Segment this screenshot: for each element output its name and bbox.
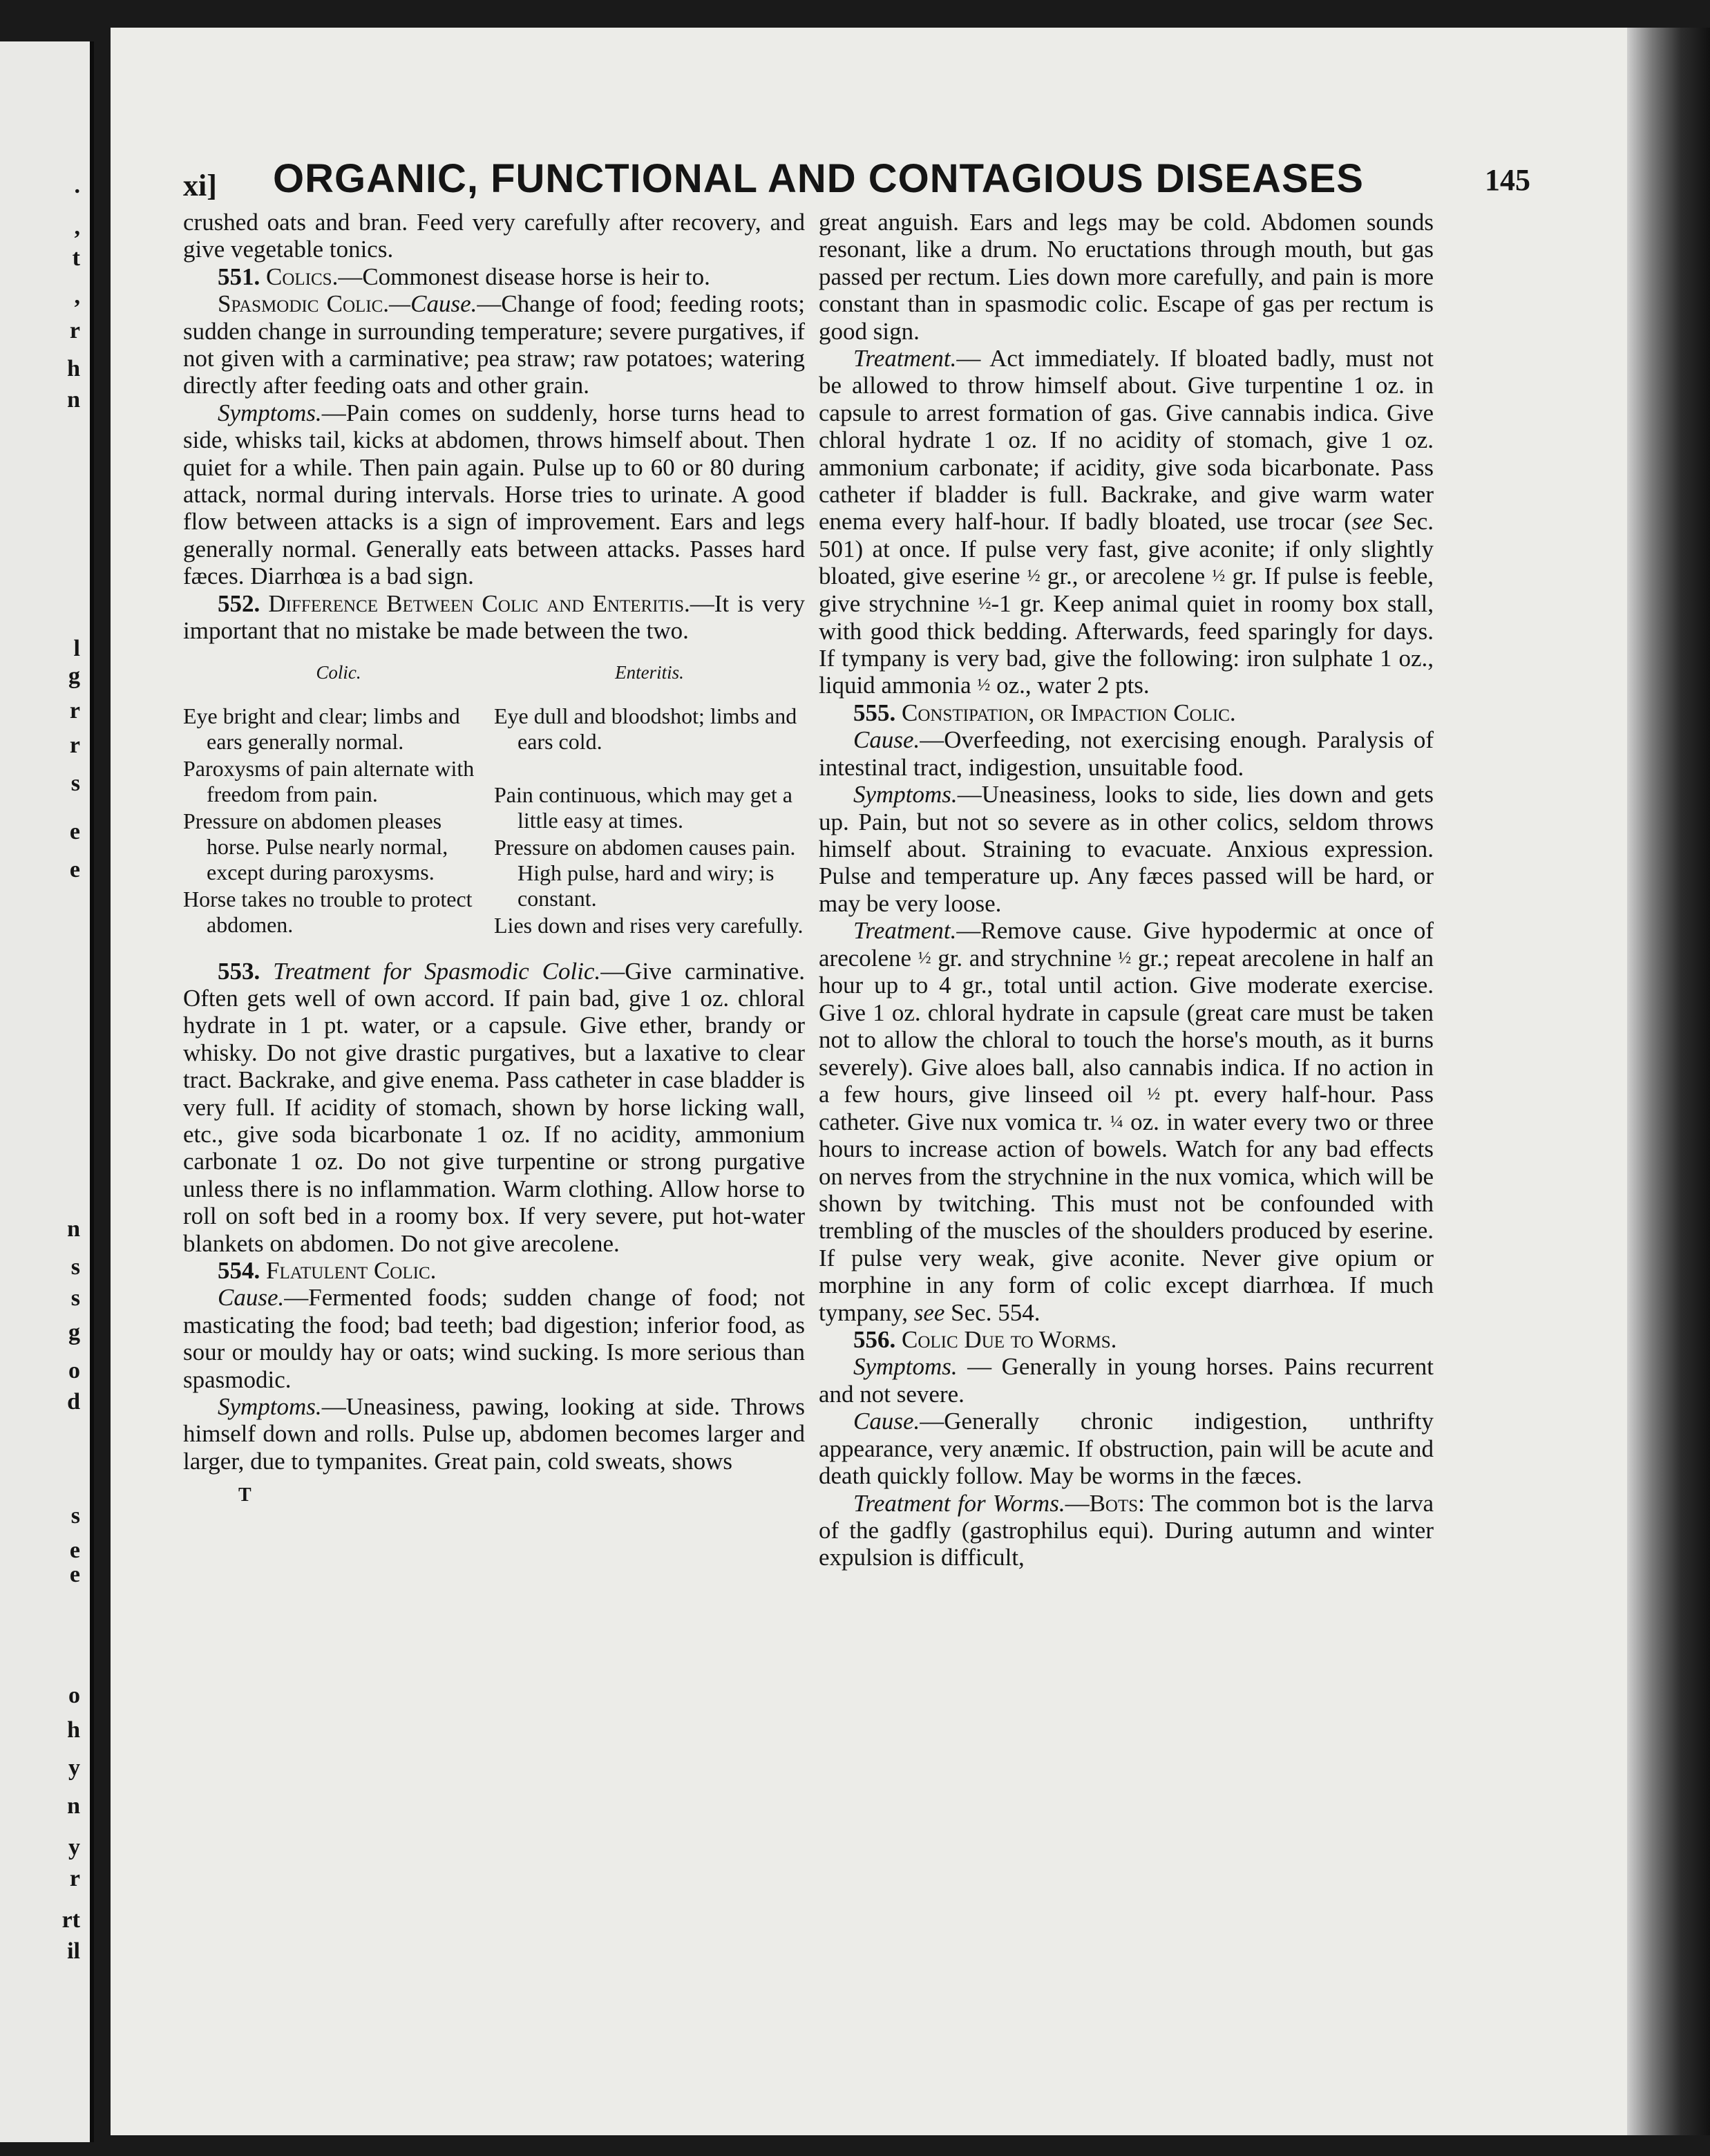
subsection-heading: —Bots bbox=[1065, 1489, 1139, 1517]
paragraph-text: Sec. 501) at once. If pulse very fast, give aconite; if only slightly bloated, give eserine bbox=[819, 508, 1434, 590]
colic-column-heading: Colic. bbox=[316, 661, 361, 683]
section-556 bbox=[819, 1326, 1434, 1353]
subsection-heading: Spasmodic Colic. bbox=[218, 290, 390, 318]
constipation-cause-paragraph bbox=[819, 726, 1434, 781]
intro-paragraph: crushed oats and bran. Feed very carefully after recovery, and give vegetable tonics. bbox=[183, 209, 805, 263]
enteritis-item: Pain continuous, which may get a little easy at times. bbox=[494, 782, 792, 833]
label-symptoms: Symptoms. bbox=[218, 399, 322, 426]
enteritis-item: Pressure on abdomen causes pain. High pulse, hard and wiry; is constant. bbox=[494, 834, 796, 911]
fraction: ½ bbox=[977, 676, 991, 695]
margin-fragment: h bbox=[67, 356, 80, 381]
margin-fragment: h bbox=[67, 1717, 80, 1743]
margin-fragment: n bbox=[67, 1216, 80, 1242]
fraction: ½ bbox=[1027, 567, 1041, 586]
label-symptoms: Symptoms. bbox=[853, 781, 958, 808]
margin-fragment: d bbox=[67, 1389, 80, 1415]
paragraph-text: Sec. 554. bbox=[944, 1298, 1041, 1326]
margin-fragment: r bbox=[69, 698, 80, 724]
paragraph-text: — Generally in young horses. Pains recurrent and not severe. bbox=[819, 1353, 1434, 1408]
label-cause: Cause. bbox=[853, 1408, 920, 1435]
margin-fragment: o bbox=[68, 1683, 80, 1708]
section-text: —Commonest disease horse is heir to. bbox=[338, 263, 710, 290]
fraction: ½ bbox=[1147, 1085, 1161, 1104]
margin-fragment: s bbox=[70, 1503, 80, 1529]
margin-fragment: e bbox=[69, 1538, 80, 1563]
constipation-treatment-paragraph bbox=[819, 917, 1434, 1326]
section-555 bbox=[819, 699, 1434, 726]
section-heading: Colic Due to Worms. bbox=[902, 1326, 1117, 1354]
book-gutter-shadow bbox=[1627, 28, 1710, 2135]
section-number: 552. bbox=[218, 589, 260, 617]
margin-fragment: t bbox=[72, 245, 80, 271]
signature-mark: T bbox=[238, 1484, 251, 1506]
margin-fragment: g bbox=[68, 1320, 80, 1345]
worms-cause-paragraph bbox=[819, 1408, 1434, 1489]
label-symptoms: Symptoms. bbox=[853, 1353, 958, 1381]
margin-fragment: g bbox=[68, 663, 80, 689]
section-text: —Give carminative. Often gets well of own accord. If pain bad, give 1 oz. chloral hydrate in 1 pt. water, or a capsule. Give ether, brandy or whisky. Do not give drastic purgatives, but a laxative to clear tract. Backrake, and give enema. Pass catheter in case bladder is very full. If acidity of stomach, shown by horse licking wall, etc., give soda bicarbonate 1 oz. If no acidity, ammonium carbonate 1 oz. Do not give turpentine or strong purgative unless there is no inflammation. Warm clothing. Allow horse to roll on soft bed in a roomy box. If very severe, put hot-water blankets on abdomen. Do not give arecolene. bbox=[183, 957, 806, 1257]
paragraph-text: —Pain comes on suddenly, horse turns head to side, whisks tail, kicks at abdomen, throws himself about. Then quiet for a while. Then pain again. Pulse up to 60 or 80 during attack, normal during intervals. Horse tries to urinate. A good flow between attacks is a sign of improvement. Ears and legs generally normal. Generally eats between attacks. Passes hard fæces. Diarrhœa is a bad sign. bbox=[183, 399, 805, 590]
enteritis-item: Eye dull and bloodshot; limbs and ears cold. bbox=[494, 703, 797, 754]
paragraph-text: —Fermented foods; sudden change of food; not masticating the food; bad teeth; bad digestion; inferior food, as sour or mouldy hay or oats; wind sucking. Is more serious than spasmodic. bbox=[183, 1284, 805, 1393]
fraction: ½ bbox=[1118, 948, 1132, 967]
paragraph-text: : The common bot is the larva of the gadfly (gastrophilus equi). During autumn and winter expulsion is difficult, bbox=[819, 1489, 1434, 1571]
paragraph-text: oz., water 2 pts. bbox=[990, 672, 1150, 699]
paragraph-text: pt. every half-hour. Pass catheter. Give nux vomica tr. bbox=[819, 1080, 1434, 1135]
paragraph-text: gr.; repeat arecolene in half an hour up to 4 gr., total until action. Give moderate exercise. Give 1 oz. chloral hydrate in capsule (great care must be taken not to allow the chloral to touch the horse's mouth, as it burns severely). Give aloes ball, also cannabis indica. If no action in a few hours, give linseed oil bbox=[819, 944, 1434, 1108]
section-number: 556. bbox=[853, 1326, 896, 1354]
section-text: —It is very important that no mistake be made between the two. bbox=[183, 589, 805, 645]
section-heading: Difference Between Colic and Enteritis. bbox=[268, 589, 690, 617]
section-heading: Constipation, or Impaction Colic. bbox=[902, 699, 1236, 727]
label-treatment: Treatment for Worms. bbox=[853, 1489, 1065, 1517]
colic-item: Pressure on abdomen pleases horse. Pulse nearly normal, except during paroxysms. bbox=[183, 808, 448, 885]
worms-symptoms-paragraph bbox=[819, 1353, 1434, 1408]
paragraph-text: oz. in water every two or three hours to increase action of bowels. Watch for any bad effects on nerves from the strychnine in the nux vomica, which will be shown by twitching. This must not be confounded with trembling of the muscles of the shoulders produced by eserine. If pulse very weak, give aconite. Never give opium or morphine in any form of colic except diarrhœa. If much tympany, bbox=[819, 1108, 1434, 1326]
margin-fragment: r bbox=[69, 1866, 80, 1891]
fraction: ¼ bbox=[1110, 1112, 1123, 1131]
fraction: ½ bbox=[1212, 567, 1226, 586]
fraction: ½ bbox=[918, 948, 931, 967]
label-symptoms: Symptoms. bbox=[218, 1393, 322, 1420]
margin-fragment: . bbox=[74, 173, 80, 198]
margin-fragment: n bbox=[67, 1793, 80, 1819]
margin-fragment: n bbox=[67, 387, 80, 413]
enteritis-item: Lies down and rises very carefully. bbox=[494, 912, 804, 938]
paragraph-text: gr. If pulse is feeble, give strychnine bbox=[819, 562, 1434, 617]
right-column bbox=[819, 209, 1434, 1571]
flatulent-symptoms-paragraph bbox=[183, 1393, 805, 1475]
margin-fragment: rt bbox=[61, 1907, 80, 1933]
margin-fragment: s bbox=[70, 770, 80, 796]
section-number: 555. bbox=[853, 699, 896, 727]
margin-fragment: il bbox=[67, 1938, 80, 1964]
margin-fragment: e bbox=[69, 819, 80, 844]
worms-treatment-paragraph bbox=[819, 1490, 1434, 1571]
section-553 bbox=[183, 958, 805, 1257]
margin-fragment: s bbox=[70, 1285, 80, 1311]
colic-item: Eye bright and clear; limbs and ears generally normal. bbox=[183, 703, 460, 754]
margin-fragment: e bbox=[69, 857, 80, 882]
cross-reference: see bbox=[913, 1298, 945, 1326]
colic-item: Horse takes no trouble to protect abdomen. bbox=[183, 886, 473, 937]
paragraph-text: gr. and strychnine bbox=[931, 944, 1119, 972]
section-number: 553. bbox=[218, 957, 260, 985]
margin-fragment: y bbox=[68, 1835, 80, 1860]
fraction: ½ bbox=[978, 594, 991, 614]
margin-fragment: , bbox=[74, 214, 80, 240]
page-number: 145 bbox=[1485, 163, 1530, 197]
margin-fragment: s bbox=[70, 1254, 80, 1280]
label-cause: Cause. bbox=[218, 1284, 285, 1312]
paragraph-text: —Change of food; feeding roots; sudden change in surrounding temperature; severe purgatives, if not given with a carminative; pea straw; raw potatoes; watering directly after feeding oats and other grain. bbox=[183, 290, 805, 399]
label-treatment: Treatment. bbox=[853, 345, 957, 372]
section-551 bbox=[183, 263, 805, 290]
constipation-symptoms-paragraph bbox=[819, 781, 1434, 917]
running-header bbox=[183, 155, 1530, 211]
spasmodic-symptoms-paragraph bbox=[183, 399, 805, 590]
book-page bbox=[111, 28, 1627, 2135]
margin-fragment: y bbox=[68, 1755, 80, 1781]
margin-fragment: r bbox=[69, 318, 80, 343]
section-number: 551. bbox=[218, 263, 260, 290]
margin-fragment: r bbox=[69, 732, 80, 758]
cross-reference: see bbox=[1351, 508, 1383, 536]
margin-fragment: , bbox=[74, 283, 80, 309]
left-column bbox=[183, 209, 805, 1509]
comparison-table bbox=[183, 660, 805, 940]
continued-paragraph: great anguish. Ears and legs may be cold. Abdomen sounds resonant, like a drum. No eructations through mouth, but gas passed per rectum. Lies down more carefully, and pain is more constant than in spasmodic colic. Escape of gas per rectum is good sign. bbox=[819, 209, 1434, 345]
section-number: 554. bbox=[218, 1256, 260, 1284]
page-title: ORGANIC, FUNCTIONAL AND CONTAGIOUS DISEASES bbox=[273, 156, 1364, 201]
label-treatment: Treatment. bbox=[853, 917, 957, 945]
paragraph-text: -1 gr. Keep animal quiet in roomy box stall, with good thick bedding. Afterwards, feed sparingly for days. If tympany is very bad, give the following: iron sulphate 1 oz., liquid ammonia bbox=[819, 589, 1434, 699]
adjacent-page-fragment bbox=[0, 41, 94, 2142]
paragraph-text: —Overfeeding, not exercising enough. Paralysis of intestinal tract, indigestion, unsuitable food. bbox=[819, 726, 1434, 781]
paragraph-text: —Generally chronic indigestion, unthrifty appearance, very anæmic. If obstruction, pain will be acute and death quickly follow. May be worms in the fæces. bbox=[819, 1408, 1434, 1490]
chapter-number: xi] bbox=[183, 169, 217, 202]
colic-item: Paroxysms of pain alternate with freedom from pain. bbox=[183, 755, 475, 806]
paragraph-text: —Uneasiness, pawing, looking at side. Throws himself down and rolls. Pulse up, abdomen becomes larger and larger, due to tympanites. Great pain, cold sweats, shows bbox=[183, 1393, 805, 1475]
flatulent-treatment-paragraph bbox=[819, 345, 1434, 699]
enteritis-column bbox=[494, 660, 805, 940]
paragraph-text: — Act immediately. If bloated badly, must not be allowed to throw himself about. Give turpentine 1 oz. in capsule to arrest formation of gas. Give cannabis indica. Give chloral hydrate 1 oz. If no acidity of stomach, give 1 oz. ammonium carbonate; if acidity, give soda bicarbonate. Pass catheter if bladder is full. Backrake, and give warm water enema every half-hour. If badly bloated, use trocar ( bbox=[819, 345, 1434, 536]
label-cause: Cause. bbox=[853, 726, 920, 754]
section-heading: Flatulent Colic. bbox=[266, 1256, 437, 1284]
paragraph-text: —Uneasiness, looks to side, lies down and gets up. Pain, but not so severe as in other colics, seldom throws himself about. Straining to evacuate. Anxious expression. Pulse and temperature up. Any fæces passed will be hard, or may be very loose. bbox=[819, 781, 1434, 917]
section-554 bbox=[183, 1257, 805, 1284]
section-552 bbox=[183, 590, 805, 645]
enteritis-column-heading: Enteritis. bbox=[615, 661, 684, 683]
paragraph-text: —Remove cause. Give hypodermic at once of arecolene bbox=[819, 917, 1434, 972]
margin-fragment: o bbox=[68, 1358, 80, 1383]
section-heading: Colics. bbox=[266, 263, 339, 290]
colic-column bbox=[183, 660, 494, 940]
flatulent-cause-paragraph bbox=[183, 1284, 805, 1393]
spasmodic-cause-paragraph bbox=[183, 290, 805, 399]
margin-fragment: e bbox=[69, 1562, 80, 1587]
paragraph-text: gr., or arecolene bbox=[1040, 562, 1213, 590]
section-heading: Treatment for Spasmodic Colic. bbox=[273, 957, 601, 985]
margin-fragment: l bbox=[73, 636, 80, 661]
label-cause: —Cause. bbox=[389, 290, 477, 318]
